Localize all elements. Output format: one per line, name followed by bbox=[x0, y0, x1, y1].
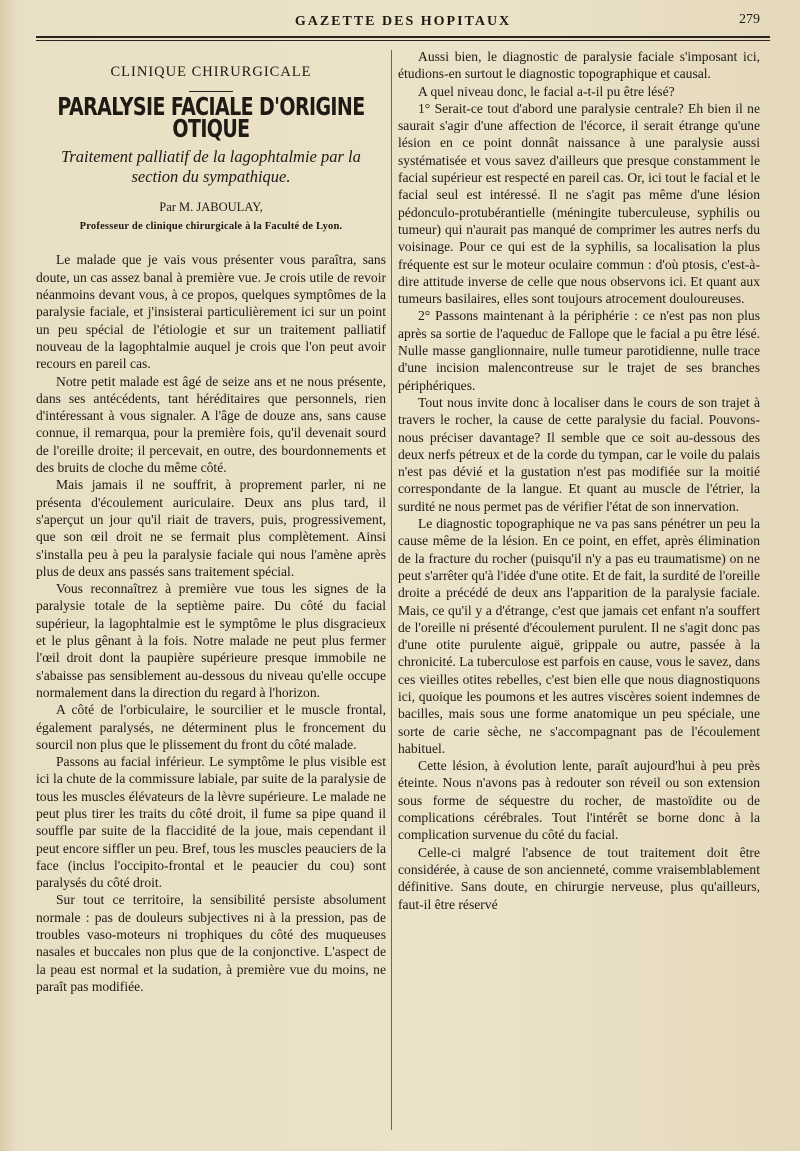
header-rule-thin bbox=[36, 40, 770, 41]
paragraph: A quel niveau donc, le facial a-t-il pu être lésé? bbox=[418, 83, 675, 99]
header-rule-thick bbox=[36, 36, 770, 38]
paragraph: Celle-ci malgré l'absence de tout traitement doit être considérée, à cause de son ancienneté, comme vraisemblablement définitive. Sans doute, en chirurgie nerveuse, plus qu'ailleurs, faut-il être réservé bbox=[398, 844, 760, 912]
paragraph: Vous reconnaîtrez à première vue tous les signes de la paralysie totale de la septième paire. Du côté du facial supérieur, la lagophtalmie est le symptôme le plus disgracieux et le plus gênant à la fois. Notre malade ne peut plus fermer l'œil droit dont la paupière supérieure presque immobile ne s'abaisse pas sensiblement au-dessous du niveau qu'elle occupe normalement dans la direction du regard à l'horizon. bbox=[36, 581, 386, 700]
paragraph: Cette lésion, à évolution lente, paraît aujourd'hui à peu près éteinte. Nous n'avons pas à redouter son réveil ou son extension sous forme de séquestre du rocher, de mastoïdite ou de complications cérébrales. Tout l'intérêt se borne donc à la complication survenue du côté du facial. bbox=[398, 758, 760, 843]
page-number: 279 bbox=[739, 12, 760, 27]
author-affiliation: Professeur de clinique chirurgicale à la Faculté de Lyon. bbox=[79, 221, 343, 233]
article-headline: PARALYSIE FACIALE D'ORIGINE OTIQUE bbox=[57, 93, 365, 145]
paragraph: Passons au facial inférieur. Le symptôme le plus visible est ici la chute de la commissure labiale, par suite de la paralysie de tous les muscles élévateurs de la lèvre supérieure. Le malade ne peut plus tirer les traits du côté droit, il fume sa pipe quand il souffle par suite de la flaccidité de la joue, mais cependant il peut encore siffler un peu. Bref, tous les muscles peauciers de la face (inclus l'occipito-frontal et le peaucier du cou) sont paralysés du côté droit. bbox=[36, 754, 386, 891]
paragraph: Le malade que je vais vous présenter vous paraîtra, sans doute, un cas assez banal à première vue. Je crois utile de revoir néanmoins devant vous, à ce propos, quelques symptômes de la paralysie faciale, et j'insisterai particulièrement ici sur un point un peu spécial de l'étiologie et sur un traitement palliatif nouveau de la lagophtalmie auquel je crois que l'on peut avoir recours en pareil cas. bbox=[36, 252, 386, 372]
paragraph: Tout nous invite donc à localiser dans le cours de son trajet à travers le rocher, la cause de cette paralysie du facial. Pouvons-nous préciser davantage? Il semble que ce soit au-dessous des deux nerfs pétreux et de la corde du tympan, car le voile du palais n'est pas dévié et la gustation n'est pas modifiée sur la moitié correspondante de la langue. Et quant au muscle de l'étrier, la surdité ne nous permet pas de vérifier l'état de son innervation. bbox=[398, 394, 760, 514]
paragraph: Sur tout ce territoire, la sensibilité persiste absolument normale : pas de douleurs subjectives ni à la pression, pas de troubles vaso-moteurs ni trophiques du côté des muqueuses nasales et buccales non plus que de la conjonctive. L'aspect de la peau est normal et la sudation, à première vue du moins, ne paraît pas modifiée. bbox=[36, 892, 386, 994]
paragraph: 1° Serait-ce tout d'abord une paralysie centrale? Eh bien il ne saurait s'agir d'une affection de l'écorce, il serait étrange qu'une lésion en ce point donnât naissance à une paralysie aussi systématisée et vous savez d'ailleurs que presque constamment le facial supérieur est respecté en pareil cas. Or, ici tout le facial et le facial seul est intéressé. Il ne s'agit pas même d'une lésion pédonculo-protubérantielle (méningite tuberculeuse, syphilis ou tumeur) qui n'aurait pas manqué de comprimer les autres nerfs du voisinage. Pour ce qui est de la syphilis, sa localisation la plus fréquente est sur le moteur oculaire commun : d'où ptosis, c'est-à-dire attitude inverse de celle que nous observons ici. Et quant aux tumeurs basilaires, elles sont toujours atrocement douloureuses. bbox=[398, 100, 760, 307]
paragraph: Le diagnostic topographique ne va pas sans pénétrer un peu la cause même de la lésion. En ce point, en effet, après élimination de la fracture du rocher (puisqu'il n'y a pas eu traumatisme) on ne peut s'arrêter qu'à l'idée d'une otite. Et de fait, la surdité de l'oreille droite a précédé de deux ans l'apparition de la paralysie faciale. Mais, ce qu'il y a d'étrange, c'est que jamais cet enfant n'a souffert de l'oreille ni présenté d'écoulement purulent. Il ne s'agit donc pas d'une otite purulente aiguë, grippale ou autre, passée à la chronicité. La tuberculose est parfois en cause, vous le savez, dans ces vieilles otites rebelles, c'est bien elle que nous diagnostiquons ici, quoique les poumons et les autres viscères soient indemnes de bacilles, mais sous une forme anatomique un peu spéciale, une sorte de carie sèche, ne s'accompagnant pas de l'écoulement habituel. bbox=[398, 516, 760, 756]
article-subtitle: Traitement palliatif de la lagophtalmie par la section du sympathique. bbox=[61, 146, 361, 186]
section-heading: CLINIQUE CHIRURGICALE bbox=[110, 64, 312, 80]
paragraph: 2° Passons maintenant à la périphérie : ce n'est pas non plus après sa sortie de l'aqueduc de Fallope que le facial a pu être lésé. Nulle masse ganglionnaire, nulle tumeur parotidienne, nulle trace d'une incision malencontreuse sur le trajet de ses branches périphériques. bbox=[398, 308, 760, 393]
paragraph: Mais jamais il ne souffrit, à proprement parler, ni ne présenta d'écoulement auriculaire. Deux ans plus tard, il s'aperçut un jour qu'il riait de travers, puis, progressivement, que son œil droit ne se fermait plus complètement. Ainsi s'installa peu à peu la paralysie faciale qui nous l'amène après plus de deux ans passés sans traitement spécial. bbox=[36, 477, 386, 579]
page-header bbox=[36, 12, 770, 38]
column-divider bbox=[391, 50, 392, 1130]
left-column bbox=[36, 48, 386, 995]
paragraph: A côté de l'orbiculaire, le sourcilier et le muscle frontal, également paralysés, ne déterminent plus le froncement du sourcil non plus que le plissement du front du côté malade. bbox=[36, 702, 386, 752]
journal-title: GAZETTE DES HOPITAUX bbox=[294, 14, 512, 29]
paragraph: Aussi bien, le diagnostic de paralysie faciale s'imposant ici, étudions-en surtout le diagnostic topographique et causal. bbox=[398, 49, 760, 82]
right-column bbox=[398, 48, 760, 913]
paragraph: Notre petit malade est âgé de seize ans et ne nous présente, dans ses antécédents, tant héréditaires que personnels, rien d'intéressant à vous signaler. A l'âge de douze ans, sans cause connue, il remarqua, pour la première fois, qu'il devenait sourd de l'oreille droite; il percevait, en outre, des bourdonnements et des bruits de cloche du même côté. bbox=[36, 373, 386, 476]
article-author: Par M. JABOULAY, bbox=[159, 199, 263, 214]
